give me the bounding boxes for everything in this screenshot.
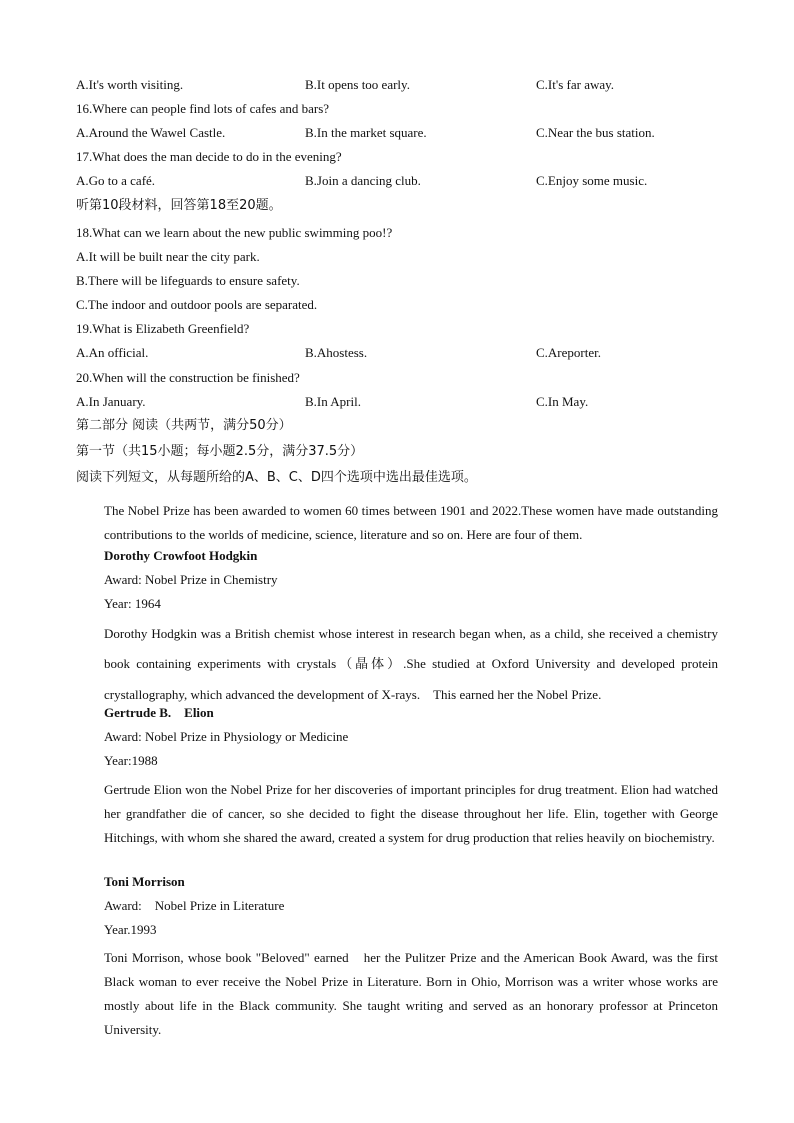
intro-text: The Nobel Prize has been awarded to women 60 times between 1901 and 2022.These women have made outstanding contributions to the worlds of medicine, science, literature and so on. Here are four of them. [104, 503, 718, 542]
q17-option-b: B.Join a dancing club. [305, 173, 421, 188]
q17-option-c: C.Enjoy some music. [536, 173, 648, 188]
hodgkin-award: Award: Nobel Prize in Chemistry [104, 572, 278, 587]
hodgkin-text-1: Dorothy Hodgkin was a British chemist whose interest in research began when, as a child, she received a chemistry book containing experiments with crystals [104, 626, 718, 671]
reading-instruction: 阅读下列短文，从每题所给的A、B、C、D四个选项中选出最佳选项。 [76, 470, 477, 485]
q17-option-a: A.Go to a café. [76, 173, 156, 188]
q18-option-b: B.There will be lifeguards to ensure safety. [76, 273, 300, 288]
morrison-award: Award: Nobel Prize in Literature [104, 898, 285, 913]
q15-option-a: A.It's worth visiting. [76, 77, 184, 92]
elion-text: Gertrude Elion won the Nobel Prize for her discoveries of important principles for drug treatment. Elion had watched her grandfather die of cancer, so she decided to fight the disease throughout her life. Elin, together with George Hitchings, with whom she shared the award, created a system for drug production that relies heavily on biochemistry. [104, 782, 718, 845]
morrison-year: Year.1993 [104, 922, 157, 937]
q15-option-c: C.It's far away. [536, 77, 615, 92]
q20-option-a: A.In January. [76, 394, 146, 409]
q20-option-b: B.In April. [305, 394, 361, 409]
elion-year: Year:1988 [104, 753, 158, 768]
q19-option-b: B.Ahostess. [305, 345, 368, 360]
q18-stem: 18.What can we learn about the new public swimming poo!? [76, 225, 393, 240]
hodgkin-gloss: （晶体） [336, 657, 404, 672]
hodgkin-name: Dorothy Crowfoot Hodgkin [104, 548, 258, 563]
hodgkin-text-2: .She studied at Oxford University and developed protein crystallography, which advanced the development of X-rays. This earned her the Nobel Prize. [104, 656, 718, 702]
q16-option-a: A.Around the Wawel Castle. [76, 125, 226, 140]
q16-stem: 16.Where can people find lots of cafes and bars? [76, 101, 330, 116]
elion-award: Award: Nobel Prize in Physiology or Medicine [104, 729, 349, 744]
q16-option-b: B.In the market square. [305, 125, 427, 140]
q17-stem: 17.What does the man decide to do in the evening? [76, 149, 342, 164]
hodgkin-paragraph [76, 619, 718, 710]
part-2-heading: 第二部分 阅读（共两节，满分50分） [76, 418, 292, 433]
q20-option-c: C.In May. [536, 394, 589, 409]
q19-option-a: A.An official. [76, 345, 149, 360]
section-1-heading: 第一节（共15小题；每小题2.5分，满分37.5分） [76, 444, 364, 459]
q19-option-c: C.Areporter. [536, 345, 601, 360]
elion-paragraph [76, 778, 718, 850]
morrison-paragraph [76, 946, 718, 1042]
q18-option-a: A.It will be built near the city park. [76, 249, 260, 264]
q15-option-b: B.It opens too early. [305, 77, 410, 92]
morrison-name: Toni Morrison [104, 874, 185, 889]
q18-option-c: C.The indoor and outdoor pools are separated. [76, 297, 318, 312]
q19-stem: 19.What is Elizabeth Greenfield? [76, 321, 250, 336]
morrison-text: Toni Morrison, whose book "Beloved" earned her the Pulitzer Prize and the American Book Award, was the first Black woman to ever receive the Nobel Prize in Literature. Born in Ohio, Morrison was a writer whose works are mostly about life in the Black community. She taught writing and served as an honorary professor at Princeton University. [104, 950, 718, 1037]
elion-name: Gertrude B. Elion [104, 705, 214, 720]
q20-stem: 20.When will the construction be finished? [76, 370, 300, 385]
hodgkin-year: Year: 1964 [104, 596, 161, 611]
q16-option-c: C.Near the bus station. [536, 125, 655, 140]
intro-paragraph [76, 499, 718, 547]
section-10-instruction: 听第10段材料，回答第18至20题。 [76, 198, 282, 213]
